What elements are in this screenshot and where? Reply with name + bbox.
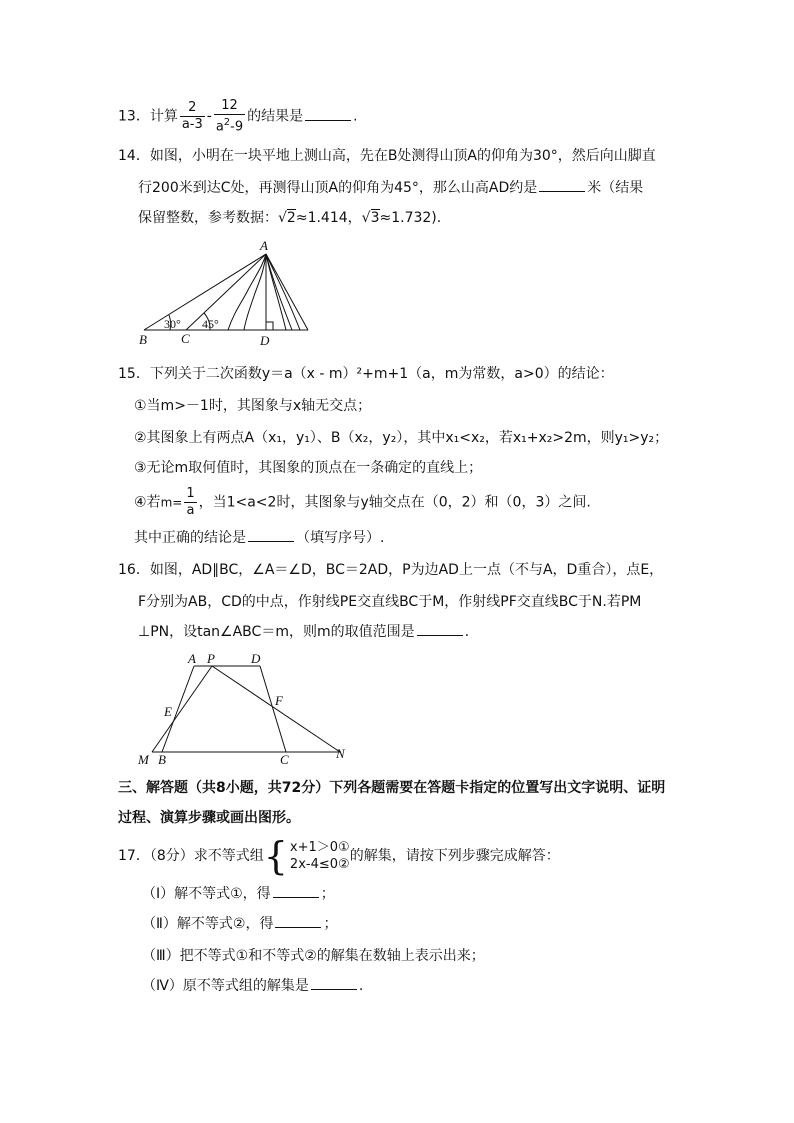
q13-frac2-den-exp: 2 bbox=[223, 117, 231, 128]
q17-inequality-system bbox=[290, 839, 350, 873]
q15-c4-den: a bbox=[186, 503, 195, 518]
fig16-label-M: M bbox=[138, 752, 149, 766]
q17-step-2 bbox=[142, 914, 337, 934]
fig14-label-D: D bbox=[260, 333, 270, 348]
q15-c4-prefix: ④若 bbox=[134, 494, 161, 511]
q17-inequality-1: x+1＞0① bbox=[289, 840, 350, 855]
q17-step-3: （Ⅲ）把不等式①和不等式②的解集在数轴上表示出来； bbox=[142, 948, 485, 964]
q14-sqrt2-radicand: 2 bbox=[286, 210, 296, 226]
q13-frac1-num: 2 bbox=[180, 100, 205, 117]
section-3-heading-line-2: 过程、演算步骤或画出图形。 bbox=[118, 810, 300, 826]
q16-answer-blank[interactable] bbox=[417, 623, 463, 636]
q14-approx1: ≈1.414， bbox=[295, 210, 362, 226]
fig16-label-F: F bbox=[275, 693, 283, 708]
fig14-label-B: B bbox=[139, 332, 147, 347]
q13-fraction-2 bbox=[214, 98, 245, 135]
q17-step-4-end: . bbox=[358, 978, 364, 994]
q13-line bbox=[118, 98, 358, 135]
q17-line-1 bbox=[118, 836, 560, 876]
q17-step-2-blank[interactable] bbox=[275, 915, 321, 928]
q13-end: . bbox=[353, 108, 358, 125]
q16-line-3-text: ⊥PN，设tan∠ABC＝m，则m的取值范围是 bbox=[138, 624, 415, 640]
q17-step-4-blank[interactable] bbox=[311, 977, 357, 990]
sqrt-icon: √ bbox=[361, 210, 371, 226]
q13-fraction-1 bbox=[180, 100, 205, 133]
q17-step-1 bbox=[142, 884, 335, 904]
q15-line-1: 15．下列关于二次函数y＝a（x - m）²+m+1（a，m为常数，a>0）的结论： bbox=[118, 366, 614, 382]
q17-step-1-blank[interactable] bbox=[273, 885, 319, 898]
q15-c4-text: ，当1<a<2时，其图象与y轴交点在（0，2）和（0，3）之间. bbox=[198, 494, 591, 511]
fig16-label-P: P bbox=[207, 651, 215, 666]
q15-c4-num: 1 bbox=[186, 486, 195, 501]
q15-conclusion-3: ③无论m取何值时，其图象的顶点在一条确定的直线上； bbox=[134, 460, 483, 476]
q14-approx2: ≈1.732). bbox=[379, 210, 442, 226]
q14-sqrt3-radicand: 3 bbox=[370, 210, 380, 226]
q13-frac2-den-base: a bbox=[215, 119, 224, 135]
q15-line-6 bbox=[134, 528, 384, 548]
q13-frac2-den-tail: -9 bbox=[230, 119, 244, 135]
q14-line-3 bbox=[138, 208, 441, 228]
fig16-label-D: D bbox=[251, 651, 261, 666]
q17-step-1-text: （Ⅰ）解不等式①，得 bbox=[142, 886, 271, 902]
q17-step-4-text: （Ⅳ）原不等式组的解集是 bbox=[142, 978, 309, 994]
q15-conclusion-4 bbox=[134, 486, 591, 519]
fig16-label-N: N bbox=[336, 746, 345, 761]
q13-suffix: 的结果是 bbox=[247, 108, 304, 125]
q13-frac2-num: 12 bbox=[214, 98, 245, 115]
q14-line-1: 14．如图，小明在一块平地上测山高，先在B处测得山顶A的仰角为30°，然后向山脚直 bbox=[118, 148, 656, 164]
q13-minus: - bbox=[206, 108, 212, 125]
brace-icon: { bbox=[263, 834, 288, 878]
q17-inequality-2: 2x-4≤0② bbox=[289, 857, 350, 872]
q13-frac2-den bbox=[214, 115, 245, 135]
q15-answer-tail: （填写序号）. bbox=[296, 530, 385, 546]
q16-line-3 bbox=[138, 622, 469, 642]
fig16-label-C: C bbox=[280, 752, 289, 766]
q13-answer-blank[interactable] bbox=[305, 108, 351, 121]
q15-conclusion-1: ①当m>－1时，其图象与x轴无交点； bbox=[134, 398, 372, 414]
q16-end: . bbox=[464, 624, 470, 640]
figure-14-mountain bbox=[136, 238, 316, 348]
q13-prefix: 13．计算 bbox=[118, 108, 178, 125]
fig14-angle-30: 30° bbox=[164, 317, 181, 331]
fig14-angle-45: 45° bbox=[202, 317, 219, 331]
figure-16-trapezoid bbox=[134, 650, 354, 766]
q17-suffix: 的解集，请按下列步骤完成解答： bbox=[349, 848, 560, 864]
q14-line-2-tail: 米（结果 bbox=[587, 180, 644, 196]
q15-c4-fraction bbox=[184, 486, 196, 519]
fig14-label-A: A bbox=[260, 238, 268, 253]
q13-frac1-den: a-3 bbox=[181, 117, 203, 133]
q15-conclusion-2: ②其图象上有两点A（x₁，y₁）、B（x₂，y₂），其中x₁<x₂，若x₁+x₂>2m，则y₁>y₂； bbox=[134, 430, 669, 446]
fig16-label-E: E bbox=[164, 704, 172, 719]
q14-ref-label: 保留整数，参考数据： bbox=[138, 210, 278, 226]
q16-line-1: 16．如图，AD∥BC，∠A＝∠D，BC＝2AD，P为边AD上一点（不与A，D重合），点E， bbox=[118, 562, 664, 578]
section-3-heading-line-1: 三、解答题（共8小题，共72分）下列各题需要在答题卡指定的位置写出文字说明、证明 bbox=[118, 780, 666, 796]
q15-answer-label: 其中正确的结论是 bbox=[134, 530, 246, 546]
q17-step-2-end: ； bbox=[323, 916, 338, 932]
q17-step-4 bbox=[142, 976, 363, 996]
fig16-label-A: A bbox=[188, 651, 196, 666]
q14-line-2 bbox=[138, 178, 643, 198]
q15-answer-blank[interactable] bbox=[248, 529, 294, 542]
q17-step-2-text: （Ⅱ）解不等式②，得 bbox=[142, 916, 274, 932]
q17-prefix: 17．（8分）求不等式组 bbox=[118, 848, 264, 864]
q17-step-1-end: ； bbox=[320, 886, 335, 902]
q15-c4-m: m= bbox=[160, 495, 183, 510]
fig14-label-C: C bbox=[181, 331, 190, 346]
q14-line-2-text: 行200米到达C处，再测得山顶A的仰角为45°，那么山高AD约是 bbox=[138, 180, 538, 196]
sqrt-icon: √ bbox=[278, 210, 287, 226]
fig16-label-B: B bbox=[158, 752, 166, 766]
q16-line-2: F分别为AB，CD的中点，作射线PE交直线BC于M，作射线PF交直线BC于N.若PM bbox=[138, 594, 642, 610]
q14-answer-blank[interactable] bbox=[539, 179, 585, 192]
